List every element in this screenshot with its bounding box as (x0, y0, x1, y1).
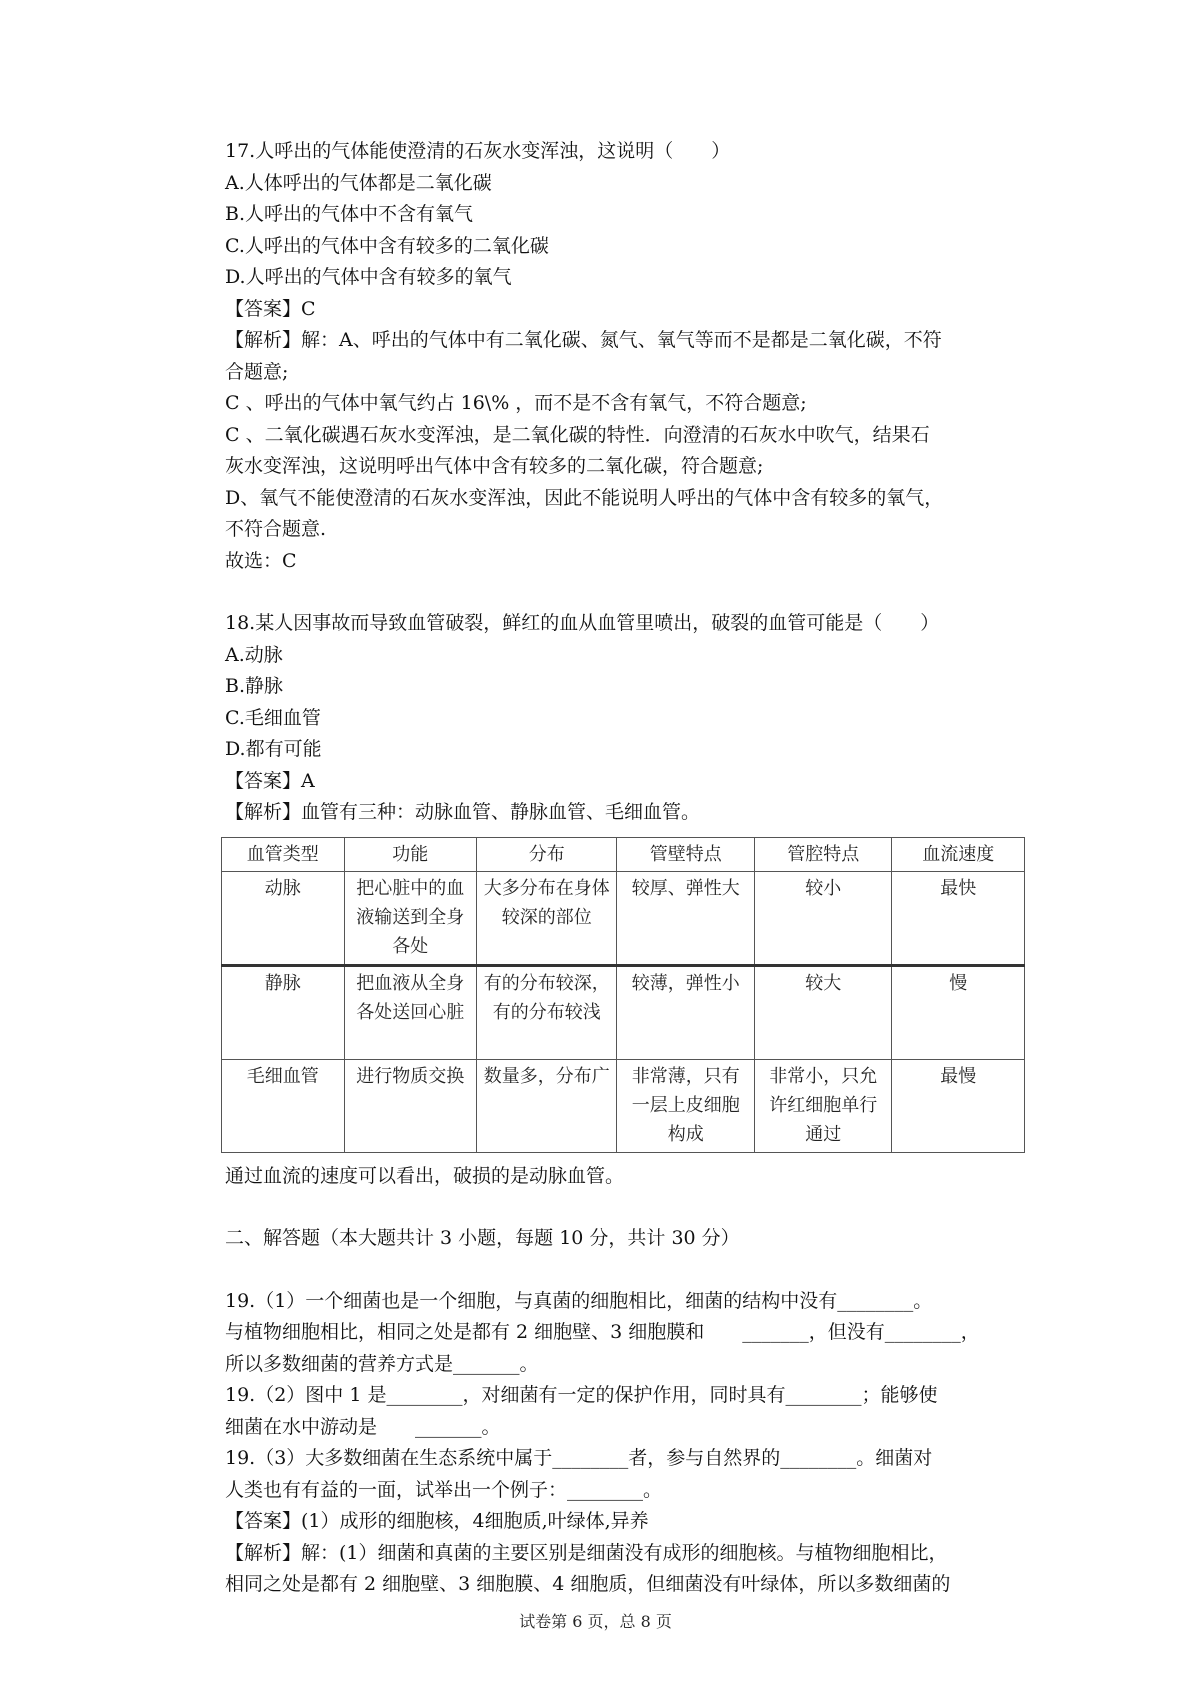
table-row (222, 965, 1025, 1059)
q17-analysis-line: 不符合题意. (225, 518, 327, 540)
q17-analysis-line: C 、二氧化碳遇石灰水变浑浊，是二氧化碳的特性．向澄清的石灰水中吹气，结果石 (225, 423, 930, 446)
q17-option-c: C.人呼出的气体中含有较多的二氧化碳 (225, 234, 549, 257)
table-cell: 进行物质交换 (344, 1059, 476, 1152)
q18-conclusion: 通过血流的速度可以看出，破损的是动脉血管。 (225, 1164, 625, 1187)
table-header-cell: 分布 (476, 837, 617, 871)
table-cell: 动脉 (222, 871, 345, 965)
q19-line: 人类也有有益的一面，试举出一个例子：________。 (225, 1478, 663, 1501)
table-header-cell: 管腔特点 (754, 837, 892, 871)
blood-vessel-table (221, 837, 1025, 1153)
q18-option-b: B.静脉 (225, 675, 284, 697)
table-header-cell: 血流速度 (892, 837, 1025, 871)
q19-line: 19.（3）大多数细菌在生态系统中属于________者，参与自然界的________。细菌对 (225, 1447, 933, 1469)
q17-analysis-line: 故选：C (225, 549, 297, 572)
q19-line: 与植物细胞相比，相同之处是都有 2 细胞壁、3 细胞膜和 _______，但没有________， (225, 1321, 980, 1343)
section-heading: 二、解答题（本大题共计 3 小题，每题 10 分，共计 30 分） (225, 1227, 740, 1249)
table-header-cell: 血管类型 (222, 837, 345, 871)
table-cell: 有的分布较深，有的分布较浅 (476, 965, 617, 1059)
q18-analysis: 【解析】血管有三种：动脉血管、静脉血管、毛细血管。 (225, 801, 701, 823)
table-cell: 把血液从全身各处送回心脏 (344, 965, 476, 1059)
table-cell: 毛细血管 (222, 1059, 345, 1152)
table-cell: 较厚、弹性大 (617, 871, 755, 965)
table-cell: 非常薄，只有一层上皮细胞构成 (617, 1059, 755, 1152)
table-cell: 较小 (754, 871, 892, 965)
table-row (222, 1059, 1025, 1152)
q19-line: 19.（1）一个细菌也是一个细胞，与真菌的细胞相比，细菌的结构中没有________。 (225, 1289, 933, 1312)
table-header-cell: 功能 (344, 837, 476, 871)
spacer (225, 1192, 1025, 1223)
table-cell: 静脉 (222, 965, 345, 1059)
table-cell: 最慢 (892, 1059, 1025, 1152)
q17-analysis-line: D、氧气不能使澄清的石灰水变浑浊，因此不能说明人呼出的气体中含有较多的氧气， (225, 486, 944, 509)
q17-option-a: A.人体呼出的气体都是二氧化碳 (225, 171, 492, 194)
page-content (225, 136, 1025, 1601)
q17-analysis-line: 【解析】解：A、呼出的气体中有二氧化碳、氮气、氧气等而不是都是二氧化碳，不符 (225, 329, 942, 351)
q19-line: 细菌在水中游动是 _______。 (225, 1415, 501, 1438)
table-header-cell: 管壁特点 (617, 837, 755, 871)
q17-option-b: B.人呼出的气体中不含有氧气 (225, 203, 474, 225)
q19-line: 所以多数细菌的营养方式是_______。 (225, 1352, 539, 1375)
table-header-row (222, 837, 1025, 871)
spacer (225, 577, 1025, 608)
table-cell: 数量多，分布广 (476, 1059, 617, 1152)
spacer (225, 1255, 1025, 1286)
question-17: 17.人呼出的气体能使澄清的石灰水变浑浊，这说明（ ） (225, 140, 731, 162)
question-18: 18.某人因事故而导致血管破裂，鲜红的血从血管里喷出，破裂的血管可能是（ ） (225, 612, 940, 634)
q17-analysis-line: 合题意; (225, 360, 289, 383)
q17-option-d: D.人呼出的气体中含有较多的氧气 (225, 266, 512, 288)
page-footer: 试卷第 6 页，总 8 页 (519, 1612, 672, 1631)
q19-analysis-line: 相同之处是都有 2 细胞壁、3 细胞膜、4 细胞质，但细菌没有叶绿体，所以多数细菌的 (225, 1573, 951, 1595)
q19-line: 19.（2）图中 1 是________，对细菌有一定的保护作用，同时具有________；能够使 (225, 1384, 938, 1406)
table-row (222, 871, 1025, 965)
q18-option-c: C.毛细血管 (225, 706, 321, 729)
q17-answer: 【答案】C (225, 297, 316, 320)
table-cell: 较薄，弹性小 (617, 965, 755, 1059)
table-cell: 把心脏中的血液输送到全身各处 (344, 871, 476, 965)
q17-analysis-line: 灰水变浑浊，这说明呼出气体中含有较多的二氧化碳，符合题意; (225, 455, 764, 477)
q18-answer: 【答案】A (225, 769, 315, 792)
table-cell: 最快 (892, 871, 1025, 965)
q19-analysis-line: 【解析】解：(1）细菌和真菌的主要区别是细菌没有成形的细胞核。与植物细胞相比， (225, 1541, 948, 1564)
table-cell: 非常小，只允许红细胞单行通过 (754, 1059, 892, 1152)
q18-option-d: D.都有可能 (225, 738, 322, 760)
q19-answer: 【答案】(1）成形的细胞核，4细胞质,叶绿体,异养 (225, 1510, 649, 1532)
q18-option-a: A.动脉 (225, 643, 283, 666)
table-cell: 较大 (754, 965, 892, 1059)
table-cell: 大多分布在身体较深的部位 (476, 871, 617, 965)
q17-analysis-line: C 、呼出的气体中氧气约占 16\% ，而不是不含有氧气，不符合题意; (225, 392, 807, 414)
table-cell: 慢 (892, 965, 1025, 1059)
